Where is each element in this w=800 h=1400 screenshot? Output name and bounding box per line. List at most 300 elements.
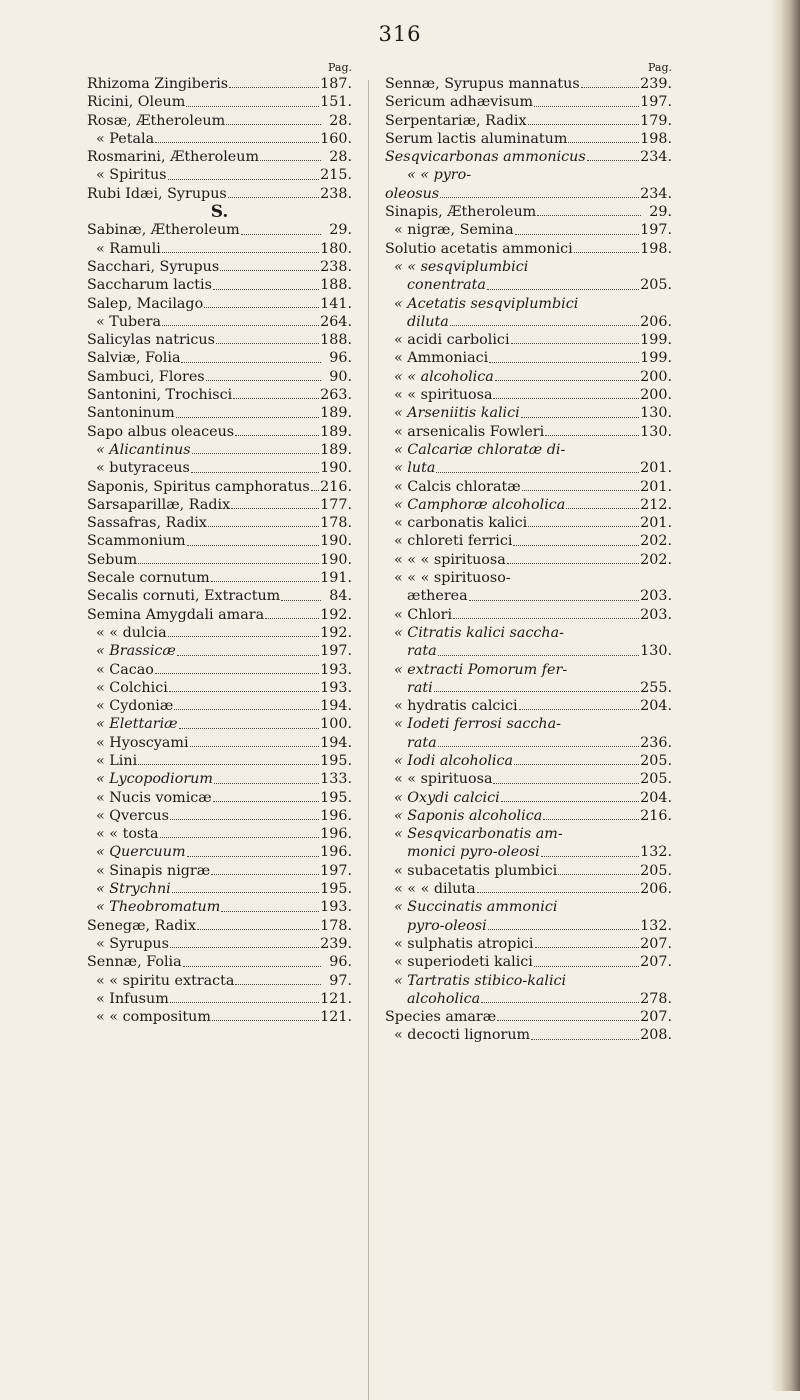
- entry-page-number: 199.: [640, 332, 672, 349]
- dot-leader: [497, 1020, 639, 1021]
- dot-leader: [488, 929, 639, 930]
- index-entry: [385, 642, 672, 660]
- entry-term: Sarsaparillæ, Radix: [87, 496, 231, 513]
- entry-page-number: 216.: [320, 478, 352, 495]
- index-entry: [385, 130, 672, 148]
- index-entry: [385, 935, 672, 953]
- index-column-right: [385, 60, 672, 1045]
- entry-page-number: 188.: [320, 332, 352, 349]
- index-entry: [385, 770, 672, 788]
- dot-leader: [528, 526, 639, 527]
- entry-term: « « tosta: [96, 826, 159, 843]
- dot-leader: [220, 270, 319, 271]
- entry-term: « Qvercus: [96, 807, 169, 824]
- dot-leader: [438, 746, 640, 747]
- entry-term: Santonini, Trochisci: [87, 387, 233, 404]
- dot-leader: [574, 252, 639, 253]
- index-entry: [385, 953, 672, 971]
- entry-page-number: 207.: [640, 935, 672, 952]
- index-entry: [87, 862, 352, 880]
- entry-page-number: 205.: [640, 771, 672, 788]
- dot-leader: [440, 197, 639, 198]
- entry-page-number: 236.: [640, 734, 672, 751]
- dot-leader: [181, 362, 321, 363]
- section-letter-heading: [87, 203, 352, 221]
- entry-term: Sabinæ, Ætheroleum: [87, 222, 240, 239]
- dot-leader: [213, 801, 319, 802]
- entry-term: « Petala: [96, 130, 155, 147]
- dot-leader: [214, 783, 319, 784]
- index-entry: [87, 331, 352, 349]
- index-entry: [385, 807, 672, 825]
- entry-page-number: 190.: [320, 551, 352, 568]
- index-entry: [385, 843, 672, 861]
- entry-page-number: 29.: [649, 204, 672, 221]
- section-letter: S.: [210, 203, 229, 222]
- dot-leader: [566, 508, 639, 509]
- index-entry: [87, 478, 352, 496]
- index-entry: [87, 240, 352, 258]
- dot-leader: [191, 472, 319, 473]
- entry-term: « Oxydi calcici: [394, 789, 500, 806]
- entry-page-number: 187.: [320, 76, 352, 92]
- dot-leader: [587, 160, 639, 161]
- entry-term: « Cacao: [96, 661, 154, 678]
- index-entry: [87, 661, 352, 679]
- entry-term: Senegæ, Radix: [87, 917, 197, 934]
- index-column-left: [87, 60, 352, 1026]
- dot-leader: [208, 526, 319, 527]
- entry-term: « Lycopodiorum: [96, 771, 213, 788]
- index-entry: [87, 807, 352, 825]
- entry-page-number: 189.: [320, 441, 352, 458]
- entry-term: Scammonium: [87, 533, 186, 550]
- dot-leader: [487, 289, 639, 290]
- entry-page-number: 264.: [320, 313, 352, 330]
- index-entry: [385, 1026, 672, 1044]
- entry-page-number: 207.: [640, 1009, 672, 1026]
- entry-term: « chloreti ferrici: [394, 533, 513, 550]
- entry-page-number: 28.: [329, 149, 352, 166]
- index-entry: [385, 496, 672, 514]
- entry-term: « sulphatis atropici: [394, 935, 534, 952]
- index-entry: [385, 551, 672, 569]
- index-entry: [87, 349, 352, 367]
- entry-page-number: 178.: [320, 917, 352, 934]
- index-entry: [385, 349, 672, 367]
- entry-page-number: 96.: [329, 954, 352, 971]
- dot-leader: [186, 106, 319, 107]
- dot-leader: [528, 124, 640, 125]
- entry-page-number: 193.: [320, 661, 352, 678]
- page-number: 316: [378, 22, 422, 46]
- entry-page-number: 197.: [640, 222, 672, 239]
- dot-leader: [534, 106, 639, 107]
- entry-page-number: 201.: [640, 515, 672, 532]
- dot-leader: [206, 380, 321, 381]
- index-entry: [385, 880, 672, 898]
- dot-leader: [493, 398, 639, 399]
- dot-leader: [213, 289, 319, 290]
- entry-term: « Saponis alcoholica: [394, 807, 543, 824]
- index-entry: [87, 917, 352, 935]
- entry-term: ætherea: [407, 588, 468, 605]
- entry-term: « « « diluta: [394, 881, 476, 898]
- entry-term: « Nucis vomicæ: [96, 789, 212, 806]
- dot-leader: [138, 764, 319, 765]
- entry-term: conentrata: [407, 277, 486, 294]
- dot-leader: [187, 856, 320, 857]
- entry-page-number: 130.: [640, 643, 672, 660]
- entry-page-number: 141.: [320, 295, 352, 312]
- entry-page-number: 202.: [640, 551, 672, 568]
- entry-term: « Tubera: [96, 313, 162, 330]
- entry-term: « Iodeti ferrosi saccha-: [394, 716, 561, 733]
- entry-page-number: 195.: [320, 789, 352, 806]
- entry-page-number: 199.: [640, 350, 672, 367]
- dot-leader: [558, 874, 639, 875]
- dot-leader: [231, 508, 319, 509]
- dot-leader: [469, 600, 639, 601]
- entry-term: Sacchari, Syrupus: [87, 258, 220, 275]
- dot-leader: [477, 892, 640, 893]
- entry-term: « subacetatis plumbici: [394, 862, 558, 879]
- dot-leader: [489, 362, 639, 363]
- entry-page-number: 28.: [329, 112, 352, 129]
- dot-leader: [534, 966, 639, 967]
- entry-term: « luta: [394, 460, 436, 477]
- index-entry: [87, 642, 352, 660]
- dot-leader: [281, 600, 321, 601]
- dot-leader: [260, 160, 321, 161]
- entry-page-number: 195.: [320, 752, 352, 769]
- entry-term: « Arseniitis kalici: [394, 405, 520, 422]
- entry-term: diluta: [407, 313, 449, 330]
- index-entry: [385, 240, 672, 258]
- entry-term: « nigræ, Semina: [394, 222, 514, 239]
- index-entry: [385, 331, 672, 349]
- entry-term: Santoninum: [87, 405, 175, 422]
- entry-page-number: 189.: [320, 423, 352, 440]
- index-rows-left: [87, 75, 352, 1026]
- index-entry: [87, 166, 352, 184]
- entry-term: « decocti lignorum: [394, 1027, 531, 1044]
- entry-term: pyro-oleosi: [407, 917, 487, 934]
- index-entry: [385, 1008, 672, 1026]
- index-entry: [385, 386, 672, 404]
- entry-page-number: 215.: [320, 167, 352, 184]
- entry-term: « Quercuum: [96, 844, 186, 861]
- dot-leader: [493, 783, 639, 784]
- entry-term: rati: [407, 679, 433, 696]
- entry-page-number: 234.: [640, 185, 672, 202]
- dot-leader: [521, 417, 639, 418]
- index-entry: [87, 880, 352, 898]
- index-entry: [87, 679, 352, 697]
- dot-leader: [197, 929, 319, 930]
- index-entry: [87, 148, 352, 166]
- index-entry: [87, 990, 352, 1008]
- entry-page-number: 200.: [640, 368, 672, 385]
- entry-term: « Alicantinus: [96, 441, 191, 458]
- entry-page-number: 121.: [320, 990, 352, 1007]
- dot-leader: [495, 380, 639, 381]
- entry-page-number: 207.: [640, 954, 672, 971]
- entry-term: Sinapis, Ætheroleum: [385, 204, 537, 221]
- entry-term: « Infusum: [96, 990, 169, 1007]
- entry-term: « Camphoræ alcoholica: [394, 496, 566, 513]
- entry-page-number: 100.: [320, 716, 352, 733]
- entry-term: Sennæ, Syrupus mannatus: [385, 76, 580, 92]
- index-entry: [87, 953, 352, 971]
- dot-leader: [541, 856, 639, 857]
- index-entry: [385, 423, 672, 441]
- column-header-pag: Pag.: [647, 61, 672, 74]
- entry-page-number: 130.: [640, 423, 672, 440]
- index-entry: [87, 276, 352, 294]
- entry-page-number: 130.: [640, 405, 672, 422]
- index-entry: [385, 715, 672, 733]
- dot-leader: [174, 709, 319, 710]
- entry-term: « carbonatis kalici: [394, 515, 528, 532]
- entry-page-number: 278.: [640, 990, 672, 1007]
- entry-term: Salviæ, Folia: [87, 350, 181, 367]
- entry-term: « Lini: [96, 752, 138, 769]
- index-entry: [87, 770, 352, 788]
- index-entry: [87, 112, 352, 130]
- entry-term: « « sesqviplumbici: [394, 258, 529, 275]
- entry-term: « « dulcia: [96, 624, 167, 641]
- index-entry: [87, 75, 352, 93]
- entry-page-number: 216.: [640, 807, 672, 824]
- index-entry: [87, 130, 352, 148]
- dot-leader: [513, 545, 639, 546]
- dot-leader: [170, 1002, 319, 1003]
- entry-page-number: 193.: [320, 679, 352, 696]
- dot-leader: [453, 618, 639, 619]
- entry-page-number: 195.: [320, 881, 352, 898]
- index-entry: [385, 368, 672, 386]
- index-entry: [385, 514, 672, 532]
- entry-term: Sennæ, Folia: [87, 954, 182, 971]
- index-entry: [385, 93, 672, 111]
- entry-term: rata: [407, 643, 437, 660]
- entry-page-number: 192.: [320, 606, 352, 623]
- index-entry: [87, 734, 352, 752]
- index-entry: [385, 295, 672, 313]
- dot-leader: [183, 966, 321, 967]
- entry-page-number: 255.: [640, 679, 672, 696]
- dot-leader: [162, 325, 319, 326]
- entry-term: « « spirituosa: [394, 771, 493, 788]
- dot-leader: [162, 252, 319, 253]
- entry-term: Rhizoma Zingiberis: [87, 76, 229, 92]
- entry-term: « Syrupus: [96, 935, 169, 952]
- entry-term: Ricini, Oleum: [87, 94, 186, 111]
- dot-leader: [204, 307, 319, 308]
- dot-leader: [235, 984, 321, 985]
- dot-leader: [228, 197, 319, 198]
- index-entry: [87, 459, 352, 477]
- index-entry: [87, 1008, 352, 1026]
- entry-page-number: 121.: [320, 1009, 352, 1026]
- index-entry: [385, 221, 672, 239]
- entry-page-number: 200.: [640, 387, 672, 404]
- dot-leader: [581, 87, 639, 88]
- entry-term: « Calcis chloratæ: [394, 478, 521, 495]
- dot-leader: [545, 435, 639, 436]
- index-entry: [385, 185, 672, 203]
- entry-page-number: 205.: [640, 862, 672, 879]
- entry-page-number: 197.: [320, 643, 352, 660]
- index-entry: [385, 258, 672, 276]
- entry-term: Species amaræ: [385, 1009, 497, 1026]
- entry-term: « Colchici: [96, 679, 168, 696]
- dot-leader: [168, 636, 320, 637]
- dot-leader: [436, 472, 639, 473]
- index-entry: [385, 825, 672, 843]
- entry-page-number: 238.: [320, 185, 352, 202]
- index-entry: [385, 862, 672, 880]
- entry-term: « « pyro-: [407, 167, 472, 184]
- entry-term: « « « spirituoso-: [394, 570, 511, 587]
- entry-page-number: 238.: [320, 258, 352, 275]
- index-entry: [385, 661, 672, 679]
- index-entry: [385, 606, 672, 624]
- entry-term: Sapo albus oleaceus: [87, 423, 235, 440]
- entry-page-number: 196.: [320, 826, 352, 843]
- entry-term: « Acetatis sesqviplumbici: [394, 295, 579, 312]
- entry-page-number: 84.: [329, 588, 352, 605]
- entry-page-number: 239.: [640, 76, 672, 92]
- index-entry: [385, 734, 672, 752]
- entry-term: monici pyro-oleosi: [407, 844, 540, 861]
- index-entry: [87, 825, 352, 843]
- entry-page-number: 97.: [329, 972, 352, 989]
- entry-term: Rubi Idæi, Syrupus: [87, 185, 227, 202]
- index-entry: [87, 715, 352, 733]
- entry-term: « Hyoscyami: [96, 734, 189, 751]
- entry-page-number: 133.: [320, 771, 352, 788]
- dot-leader: [170, 947, 319, 948]
- entry-term: Rosæ, Ætheroleum: [87, 112, 226, 129]
- entry-page-number: 188.: [320, 277, 352, 294]
- entry-term: Saponis, Spiritus camphoratus: [87, 478, 310, 495]
- entry-term: Solutio acetatis ammonici: [385, 240, 573, 257]
- entry-page-number: 197.: [640, 94, 672, 111]
- index-entry: [87, 221, 352, 239]
- entry-term: « extracti Pomorum fer-: [394, 661, 568, 678]
- entry-term: Salep, Macilago: [87, 295, 204, 312]
- entry-term: Secale cornutum: [87, 570, 210, 587]
- entry-page-number: 203.: [640, 606, 672, 623]
- dot-leader: [450, 325, 639, 326]
- entry-term: « Elettariæ: [96, 716, 178, 733]
- entry-page-number: 194.: [320, 698, 352, 715]
- entry-page-number: 190.: [320, 460, 352, 477]
- dot-leader: [568, 142, 639, 143]
- dot-leader: [221, 911, 319, 912]
- index-entry: [87, 935, 352, 953]
- entry-term: « « spiritu extracta: [96, 972, 235, 989]
- dot-leader: [229, 87, 319, 88]
- entry-page-number: 96.: [329, 350, 352, 367]
- dot-leader: [235, 435, 319, 436]
- index-rows-right: [385, 75, 672, 1045]
- entry-term: « arsenicalis Fowleri: [394, 423, 545, 440]
- index-entry: [385, 112, 672, 130]
- index-entry: [87, 386, 352, 404]
- entry-term: « Tartratis stibico-kalici: [394, 972, 567, 989]
- entry-page-number: 201.: [640, 460, 672, 477]
- entry-term: « Brassicæ: [96, 643, 176, 660]
- index-entry: [385, 624, 672, 642]
- dot-leader: [265, 618, 319, 619]
- index-entry: [385, 587, 672, 605]
- dot-leader: [311, 490, 319, 491]
- entry-term: Sebum: [87, 551, 138, 568]
- entry-page-number: 204.: [640, 789, 672, 806]
- index-entry: [87, 569, 352, 587]
- dot-leader: [211, 874, 319, 875]
- index-entry: [87, 295, 352, 313]
- dot-leader: [507, 563, 639, 564]
- index-entry: [385, 697, 672, 715]
- index-entry: [87, 551, 352, 569]
- index-entry: [385, 752, 672, 770]
- dot-leader: [138, 563, 319, 564]
- dot-leader: [537, 215, 641, 216]
- entry-page-number: 198.: [640, 130, 672, 147]
- entry-term: « « spirituosa: [394, 387, 493, 404]
- index-entry: [385, 75, 672, 93]
- index-entry: [87, 93, 352, 111]
- entry-page-number: 177.: [320, 496, 352, 513]
- entry-term: « hydratis calcici: [394, 698, 518, 715]
- entry-page-number: 29.: [329, 222, 352, 239]
- entry-page-number: 160.: [320, 130, 352, 147]
- entry-page-number: 196.: [320, 807, 352, 824]
- entry-term: « Iodi alcoholica: [394, 752, 514, 769]
- dot-leader: [514, 764, 639, 765]
- entry-term: « « alcoholica: [394, 368, 494, 385]
- index-entry: [87, 789, 352, 807]
- entry-page-number: 198.: [640, 240, 672, 257]
- index-entry: [87, 898, 352, 916]
- dot-leader: [212, 1020, 319, 1021]
- index-entry: [87, 441, 352, 459]
- entry-page-number: 212.: [640, 496, 672, 513]
- dot-leader: [233, 398, 319, 399]
- index-entry: [87, 532, 352, 550]
- index-entry: [385, 441, 672, 459]
- entry-page-number: 196.: [320, 844, 352, 861]
- entry-page-number: 191.: [320, 570, 352, 587]
- entry-page-number: 178.: [320, 515, 352, 532]
- dot-leader: [170, 819, 319, 820]
- entry-term: « Citratis kalici saccha-: [394, 624, 564, 641]
- index-entry: [385, 478, 672, 496]
- index-entry: [385, 917, 672, 935]
- index-entry: [87, 587, 352, 605]
- dot-leader: [535, 947, 640, 948]
- dot-leader: [155, 673, 319, 674]
- entry-page-number: 132.: [640, 844, 672, 861]
- entry-term: Salicylas natricus: [87, 332, 215, 349]
- index-entry: [87, 258, 352, 276]
- entry-term: « Ramuli: [96, 240, 161, 257]
- index-entry: [87, 606, 352, 624]
